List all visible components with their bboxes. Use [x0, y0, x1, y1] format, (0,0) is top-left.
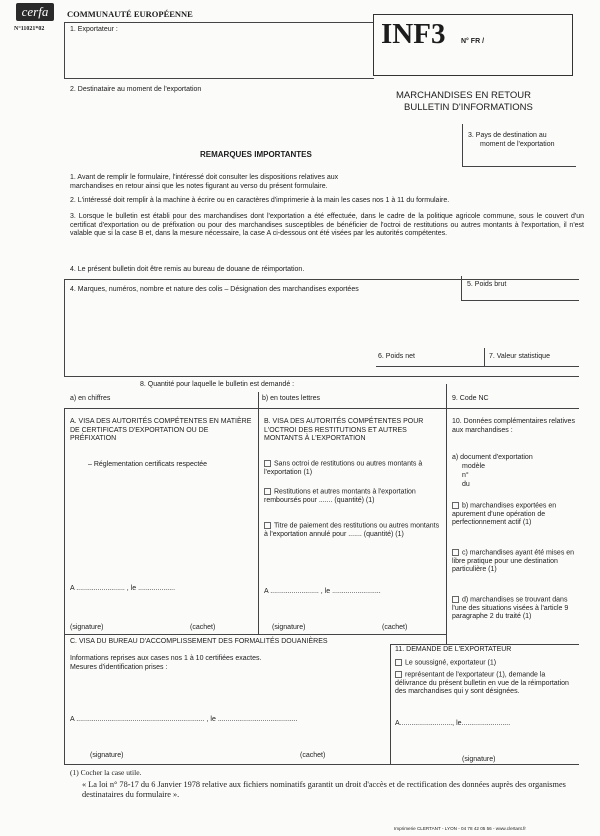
destination-country-label: 3. Pays de destination au: [468, 132, 547, 139]
visa-b-title: B. VISA DES AUTORITÉS COMPÉTENTES POUR L'OCTROI DES RESTITUTIONS ET AUTRES MONTANTS À L'EXPORTATION: [264, 418, 424, 442]
box10-checkbox-c[interactable]: [452, 549, 459, 556]
law-notice: « La loi n° 78-17 du 6 Janvier 1978 relative aux fichiers nominatifs garantit un droit d'accès et de rectification des données auprès des organismes destinataires du formulaire ».: [82, 780, 566, 799]
box11-checkbox-1[interactable]: [395, 659, 402, 666]
box10-checkbox-d[interactable]: [452, 596, 459, 603]
box10-checkbox-b[interactable]: [452, 502, 459, 509]
quantity-words-label: b) en toutes lettres: [262, 395, 320, 402]
cerfa-logo: cerfa: [16, 3, 54, 21]
visa-a-left: [64, 408, 65, 634]
remark-2: 2. L'intéressé doit remplir à la machine à écrire ou en caractères d'imprimerie à la main les cases nos 1 à 11 du formulaire.: [70, 197, 450, 204]
consignee-field[interactable]: [66, 98, 366, 122]
box10-left: [446, 408, 447, 644]
visa-a-item: – Réglementation certificats respectée: [88, 461, 208, 468]
box11-checkbox-2[interactable]: [395, 671, 402, 678]
visa-b-place: A ......................... , le .........................: [264, 588, 381, 595]
visa-b-checkbox-3[interactable]: [264, 522, 271, 529]
marks-label: 4. Marques, numéros, nombre et nature des colis – Désignation des marchandises exportées: [70, 286, 359, 293]
box9-left: [446, 384, 447, 408]
box1-bottom: [64, 78, 374, 79]
visa-c-stamp: (cachet): [300, 752, 326, 759]
inf3-suffix: N° FR /: [461, 38, 485, 45]
statistical-value-label: 7. Valeur statistique: [489, 353, 550, 360]
box10-a-3: n°: [462, 472, 469, 479]
visa-c-place: A .................................................................. , le .........................................: [70, 716, 298, 723]
box10-option-d[interactable]: d) marchandises se trouvant dans l'une des situations visées à l'article 9 paragraphe 2 du traité (1): [452, 596, 569, 621]
left-border: [64, 22, 65, 78]
community-label: COMMUNAUTÉ EUROPÉENNE: [67, 9, 193, 19]
remarks-title: REMARQUES IMPORTANTES: [200, 150, 312, 159]
form-bottom: [64, 764, 579, 765]
visa-b-checkbox-1[interactable]: [264, 460, 271, 467]
visa-c-title: C. VISA DU BUREAU D'ACCOMPLISSEMENT DES FORMALITÉS DOUANIÈRES: [70, 638, 328, 645]
net-weight-label: 6. Poids net: [378, 353, 415, 360]
box10-option-c[interactable]: c) marchandises ayant été mises en libre pratique pour une destination particulière (1): [452, 549, 575, 574]
visa-c-signature: (signature): [90, 752, 124, 759]
remark-4: 4. Le présent bulletin doit être remis au bureau de douane de réimportation.: [70, 266, 305, 273]
box10-a-4: du: [462, 481, 470, 488]
printer-credit: Imprimerie CLERTANT - LYON - 04 78 42 05 56 - www.clertant.fr: [394, 826, 526, 831]
box4-top: [64, 279, 579, 280]
box11-option-1[interactable]: Le soussigné, exportateur (1): [395, 659, 496, 668]
visa-c-left: [64, 634, 65, 764]
footnote: (1) Cocher la case utile.: [70, 768, 142, 777]
destination-country-field[interactable]: [465, 152, 575, 166]
box4-left: [64, 279, 65, 377]
visa-b-option-1[interactable]: Sans octroi de restitutions ou autres montants à l'exportation (1): [264, 460, 423, 476]
visa-b-left: [258, 408, 259, 634]
header-rule: [64, 22, 374, 23]
box8b-left: [258, 392, 259, 408]
box3-bottom: [462, 166, 576, 167]
visa-c-top: [64, 634, 446, 635]
marks-field[interactable]: [68, 298, 448, 346]
box11-left: [390, 644, 391, 764]
box10-title: 10. Données complémentaires relatives aux marchandises :: [452, 418, 575, 434]
box11-place: A..........................., le.........................: [395, 720, 511, 727]
box5-bottom: [461, 300, 579, 301]
box7-bottom: [376, 366, 579, 367]
visa-a-place: A ......................... , le ...................: [70, 585, 176, 592]
exporter-label: 1. Exportateur :: [70, 26, 118, 33]
visa-b-checkbox-2[interactable]: [264, 488, 271, 495]
visa-b-option-3[interactable]: Titre de paiement des restitutions ou autres montants à l'exportation annulé pour ....... (quantité) (1): [264, 522, 440, 538]
visa-a-stamp: (cachet): [190, 624, 216, 631]
quantity-figures-label: a) en chiffres: [70, 395, 111, 402]
inf3-code: INF3: [381, 18, 446, 50]
visa-b-stamp: (cachet): [382, 624, 408, 631]
quantity-title: 8. Quantité pour laquelle le bulletin est demandé :: [140, 381, 295, 388]
title-line-1: MARCHANDISES EN RETOUR: [396, 90, 531, 101]
remark-3: 3. Lorsque le bulletin est établi pour des marchandises dont l'exportation a été effectuée, dans le cadre de la politique agricole commune, sous le couvert d'un certificat d'exportation ou de préfixation ou pour des marchandises susceptibles de bénéficier de l'octroi de restitutions ou autres montants à l'exportation, il n'est valable que si la case B et, dans la mesure nécessaire, la case A ci-dessous ont été visées par les autorités compétentes.: [70, 213, 584, 237]
nc-code-label: 9. Code NC: [452, 395, 489, 402]
box10-a-2: modèle: [462, 463, 485, 470]
box10-a-1: a) document d'exportation: [452, 454, 533, 461]
visa-c-line-1: Informations reprises aux cases nos 1 à 10 certifiées exactes.: [70, 655, 262, 662]
title-line-2: BULLETIN D'INFORMATIONS: [404, 102, 533, 113]
visa-b-signature: (signature): [272, 624, 306, 631]
box10-option-b[interactable]: b) marchandises exportées en apurement d'une opération de perfectionnement actif (1): [452, 502, 557, 527]
gross-weight-label: 5. Poids brut: [467, 281, 507, 288]
box11-top: [390, 644, 579, 645]
box11-title: 11. DEMANDE DE L'EXPORTATEUR: [395, 646, 512, 653]
box7-left: [484, 348, 485, 366]
box11-option-2[interactable]: représentant de l'exportateur (1), demande la délivrance du présent bulletin en vue de la réimportation des marchandises qui y sont désignées.: [395, 671, 569, 696]
box8-bottom: [64, 408, 579, 409]
visa-b-option-2[interactable]: Restitutions et autres montants à l'exportation remboursés pour ....... (quantité) (1): [264, 488, 416, 504]
box3-left: [462, 124, 463, 166]
exporter-field[interactable]: [66, 38, 370, 76]
form-number: N°11021*02: [14, 26, 45, 32]
visa-c-line-2: Mesures d'identification prises :: [70, 664, 168, 671]
consignee-label: 2. Destinataire au moment de l'exportation: [70, 86, 202, 93]
visa-a-signature: (signature): [70, 624, 104, 631]
box5-left: [461, 276, 462, 300]
box8-top: [64, 376, 579, 377]
destination-country-label-2: moment de l'exportation: [480, 141, 555, 148]
box11-signature: (signature): [462, 756, 496, 763]
remark-1: 1. Avant de remplir le formulaire, l'intéressé doit consulter les dispositions relatives aux marchandises en retour ainsi que les notes figurant au verso du présent formulaire.: [70, 174, 339, 190]
visa-a-title: A. VISA DES AUTORITÉS COMPÉTENTES EN MATIÈRE DE CERTIFICATS D'EXPORTATION OU DE PRÉFIXATION: [70, 418, 252, 442]
